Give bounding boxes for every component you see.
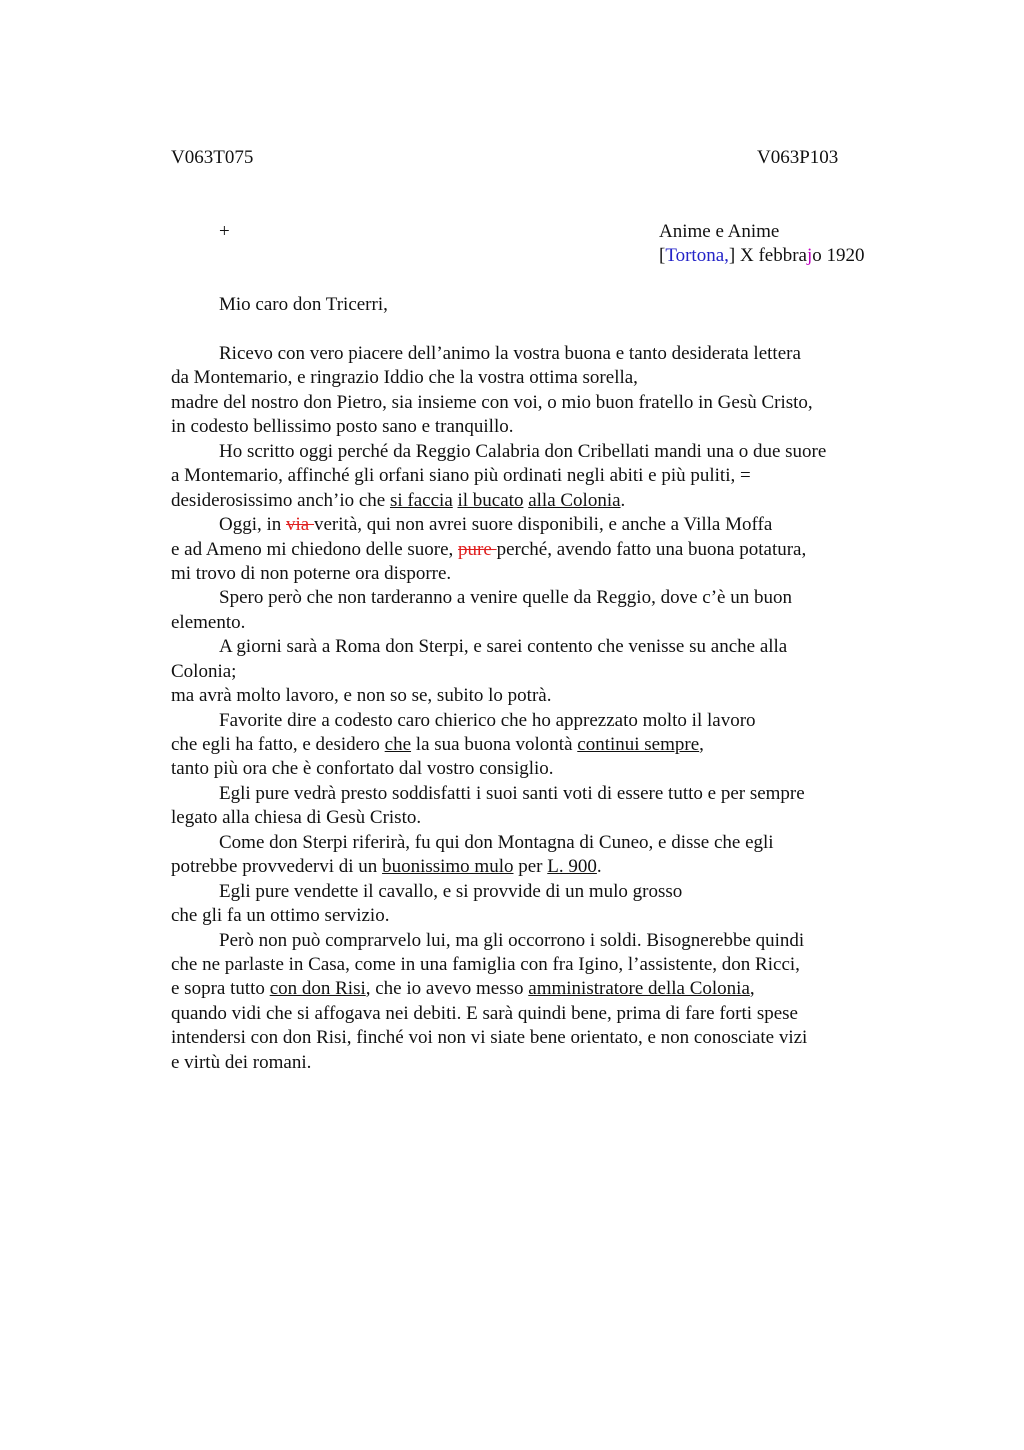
text-line: Egli pure vendette il cavallo, e si provvide di un mulo grosso [219, 880, 683, 902]
text-segment: per [513, 856, 548, 878]
underlined-text: si faccia [389, 489, 453, 511]
text-line: Colonia; [171, 660, 237, 682]
bracket-open: [ [659, 245, 666, 266]
text-line [171, 489, 891, 513]
text-line: madre del nostro don Pietro, sia insieme con voi, o mio buon fratello in Gesù Cristo, [171, 391, 813, 413]
underlined-text: amministratore della Colonia [528, 978, 750, 1000]
text-segment: e ad Ameno mi chiedono delle suore, [171, 538, 459, 560]
text-line: Come don Sterpi riferirà, fu qui don Montagna di Cuneo, e disse che egli [219, 831, 774, 853]
text-segment: e sopra tutto [171, 978, 270, 1000]
text-segment: perché, avendo fatto una buona potatura, [496, 538, 807, 560]
text-line [171, 855, 891, 879]
text-line: Ricevo con vero piacere dell’animo la vostra buona e tanto desiderata lettera [219, 343, 801, 364]
text-segment: la sua buona volontà [411, 734, 578, 755]
text-line [171, 538, 891, 562]
text-line: che ne parlaste in Casa, come in una famiglia con fra Igino, l’assistente, don Ricci, [171, 953, 800, 975]
text-segment: desiderosissimo anch’io che [171, 489, 390, 511]
underlined-text: buonissimo mulo [382, 856, 514, 878]
letter-body [171, 342, 891, 1075]
date-part-b: o 1920 [812, 245, 865, 266]
text-line: Egli pure vedrà presto soddisfatti i suoi santi voti di essere tutto e per sempre [219, 782, 805, 804]
document-code-left: V063T075 [171, 147, 254, 168]
text-line: elemento. [171, 611, 246, 633]
text-line [171, 733, 891, 757]
cross-symbol: + [219, 221, 230, 242]
text-line: e virtù dei romani. [171, 1051, 312, 1073]
text-line [171, 977, 891, 1001]
text-segment: , [699, 734, 704, 755]
underlined-text: continui sempre [577, 734, 700, 755]
text-segment: , [749, 978, 755, 1000]
text-segment: potrebbe provvedervi di un [171, 856, 383, 878]
text-line: Spero però che non tarderanno a venire quelle da Reggio, dove c’è un buon [219, 587, 792, 609]
deleted-text: via [286, 514, 314, 536]
salutation: Mio caro don Tricerri, [219, 294, 388, 315]
place-name: Tortona, [665, 245, 729, 266]
text-line: tanto più ora che è confortato dal vostro consiglio. [171, 758, 554, 780]
underlined-text: il bucato [457, 489, 524, 511]
document-code-right: V063P103 [757, 147, 839, 168]
text-segment: . [596, 856, 602, 878]
text-line: A giorni sarà a Roma don Sterpi, e sarei contento che venisse su anche alla [219, 636, 788, 658]
underlined-text: L. 900 [547, 856, 597, 878]
text-line: Favorite dire a codesto caro chierico che ho apprezzato molto il lavoro [219, 709, 756, 731]
date-letter-j: j [806, 245, 813, 266]
bracket-close: ] [728, 245, 736, 266]
text-segment: verità, qui non avrei suore disponibili, e anche a Villa Moffa [314, 514, 773, 536]
text-segment: che egli ha fatto, e desidero [171, 734, 385, 755]
underlined-text: alla Colonia [528, 489, 621, 511]
text-segment: , che io avevo messo [365, 978, 529, 1000]
underlined-text: con don Risi [269, 978, 366, 1000]
place-date [659, 244, 865, 268]
text-line: mi trovo di non poterne ora disporre. [171, 562, 452, 584]
text-line: da Montemario, e ringrazio Iddio che la vostra ottima sorella, [171, 367, 638, 389]
text-line: legato alla chiesa di Gesù Cristo. [171, 807, 422, 829]
text-line: Però non può comprarvelo lui, ma gli occorrono i soldi. Bisognerebbe quindi [219, 929, 805, 951]
text-line: quando vidi che si affogava nei debiti. E sarà quindi bene, prima di fare forti spese [171, 1002, 798, 1024]
underlined-text: che [384, 734, 412, 755]
text-segment: . [620, 489, 626, 511]
text-line: intendersi con don Risi, finché voi non vi siate bene orientato, e non conosciate vizi [171, 1027, 808, 1049]
text-segment: Oggi, in [219, 514, 287, 536]
text-line: che gli fa un ottimo servizio. [171, 905, 390, 927]
text-line: Ho scritto oggi perché da Reggio Calabria don Cribellati mandi una o due suore [219, 440, 827, 462]
text-line [171, 513, 891, 537]
deleted-text: pure [458, 538, 497, 560]
text-line: in codesto bellissimo posto sano e tranquillo. [171, 416, 514, 438]
text-line: ma avrà molto lavoro, e non so se, subito lo potrà. [171, 685, 552, 707]
date-part-a: X febbra [735, 245, 807, 266]
text-line: a Montemario, affinché gli orfani siano più ordinati negli abiti e più puliti, = [171, 465, 751, 487]
motto: Anime e Anime [659, 221, 780, 242]
